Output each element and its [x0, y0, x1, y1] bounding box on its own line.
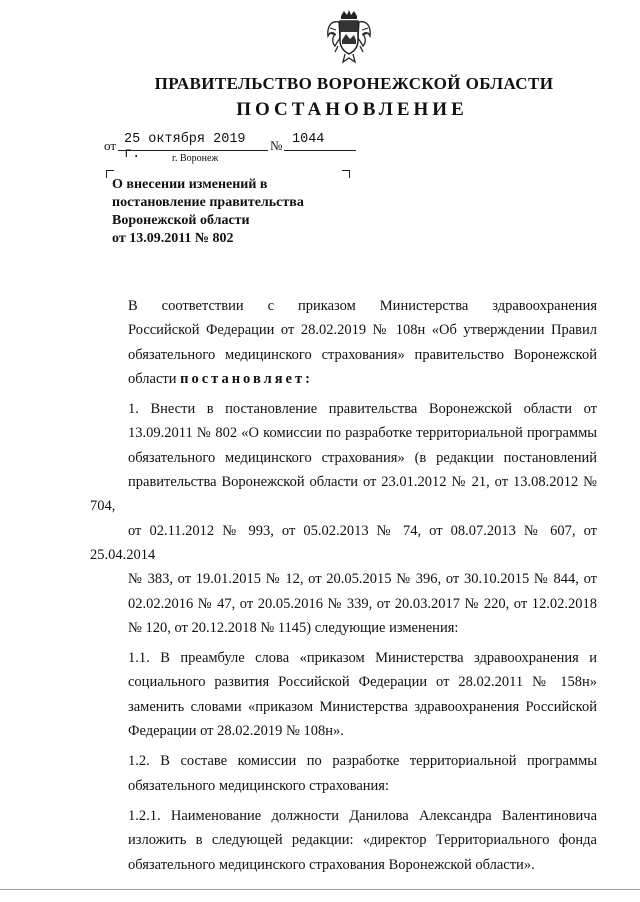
body-line: № 120, от 20.12.2018 № 1145) следующие изменения: [128, 619, 459, 636]
body-line: 1.1. В преамбуле слова «приказом Министерства здравоохранения и [128, 650, 597, 667]
date-prefix-label: от [104, 138, 117, 153]
document-body [90, 294, 597, 877]
number-sign-label: № [270, 138, 283, 153]
body-line: правительства Воронежской области от 23.01.2012 № 21, от 13.08.2012 № 704, [90, 474, 597, 515]
body-line: 02.02.2016 № 47, от 20.05.2016 № 339, от 20.03.2017 № 220, от 12.02.2018 [128, 595, 597, 612]
body-line: социального развития Российской Федерации от 28.02.2011 № 158н» [128, 674, 597, 691]
body-line: обязательного медицинского страхования Воронежской области». [128, 856, 535, 873]
document-city: г. Воронеж [172, 153, 219, 164]
subject-line: постановление правительства [112, 195, 304, 210]
resolves-keyword: постановляет: [180, 370, 313, 387]
body-line: от 02.11.2012 № 993, от 05.02.2013 № 74, от 08.07.2013 № 607, от 25.04.2014 [90, 522, 597, 563]
body-line: изложить в следующей редакции: «директор Территориального фонда [128, 832, 597, 849]
body-line: В соответствии с приказом Министерства здравоохранения [128, 298, 597, 314]
body-line: 13.09.2011 № 802 «О комиссии по разработке территориальной программы [128, 425, 597, 442]
body-line: Российской Федерации от 28.02.2019 № 108н «Об утверждении Правил [128, 322, 597, 339]
body-line: 1. Внести в постановление правительства Воронежской области от [128, 401, 597, 418]
body-line: обязательного медицинского страхования: [128, 777, 389, 794]
subject-line: от 13.09.2011 № 802 [112, 231, 234, 246]
body-line: 1.2.1. Наименование должности Данилова Александра Валентиновича [128, 807, 597, 824]
document-number: 1044 [284, 132, 356, 151]
body-line: обязательного медицинского страхования» правительство Воронежской [128, 346, 597, 363]
paragraph-item-1 [90, 397, 597, 640]
subject-line: О внесении изменений в [112, 177, 268, 192]
paragraph-item-1-2 [90, 749, 597, 798]
paragraph-item-1-2-1 [90, 804, 597, 877]
paragraph-item-1-1 [90, 646, 597, 743]
document-subject [112, 176, 352, 248]
coat-of-arms-icon [326, 10, 372, 68]
body-line: обязательного медицинского страхования» (в редакции постановлений [128, 449, 597, 466]
document-type-title: ПОСТАНОВЛЕНИЕ [236, 99, 468, 120]
body-line: Федерации от 28.02.2019 № 108н». [128, 723, 344, 740]
body-line [90, 367, 597, 391]
document-date: 25 октября 2019 г. [118, 132, 268, 151]
resolves-prefix: области [128, 370, 181, 387]
body-line: 1.2. В составе комиссии по разработке территориальной программы [128, 753, 597, 770]
page-bottom-divider [0, 889, 640, 890]
government-title: ПРАВИТЕЛЬСТВО ВОРОНЕЖСКОЙ ОБЛАСТИ [154, 74, 554, 93]
body-line: заменить словами «приказом Министерства здравоохранения Российской [128, 698, 597, 715]
paragraph-preamble [90, 294, 597, 391]
body-line: № 383, от 19.01.2015 № 12, от 20.05.2015 № 396, от 30.10.2015 № 844, от [128, 571, 597, 588]
subject-line: Воронежской области [112, 213, 250, 228]
